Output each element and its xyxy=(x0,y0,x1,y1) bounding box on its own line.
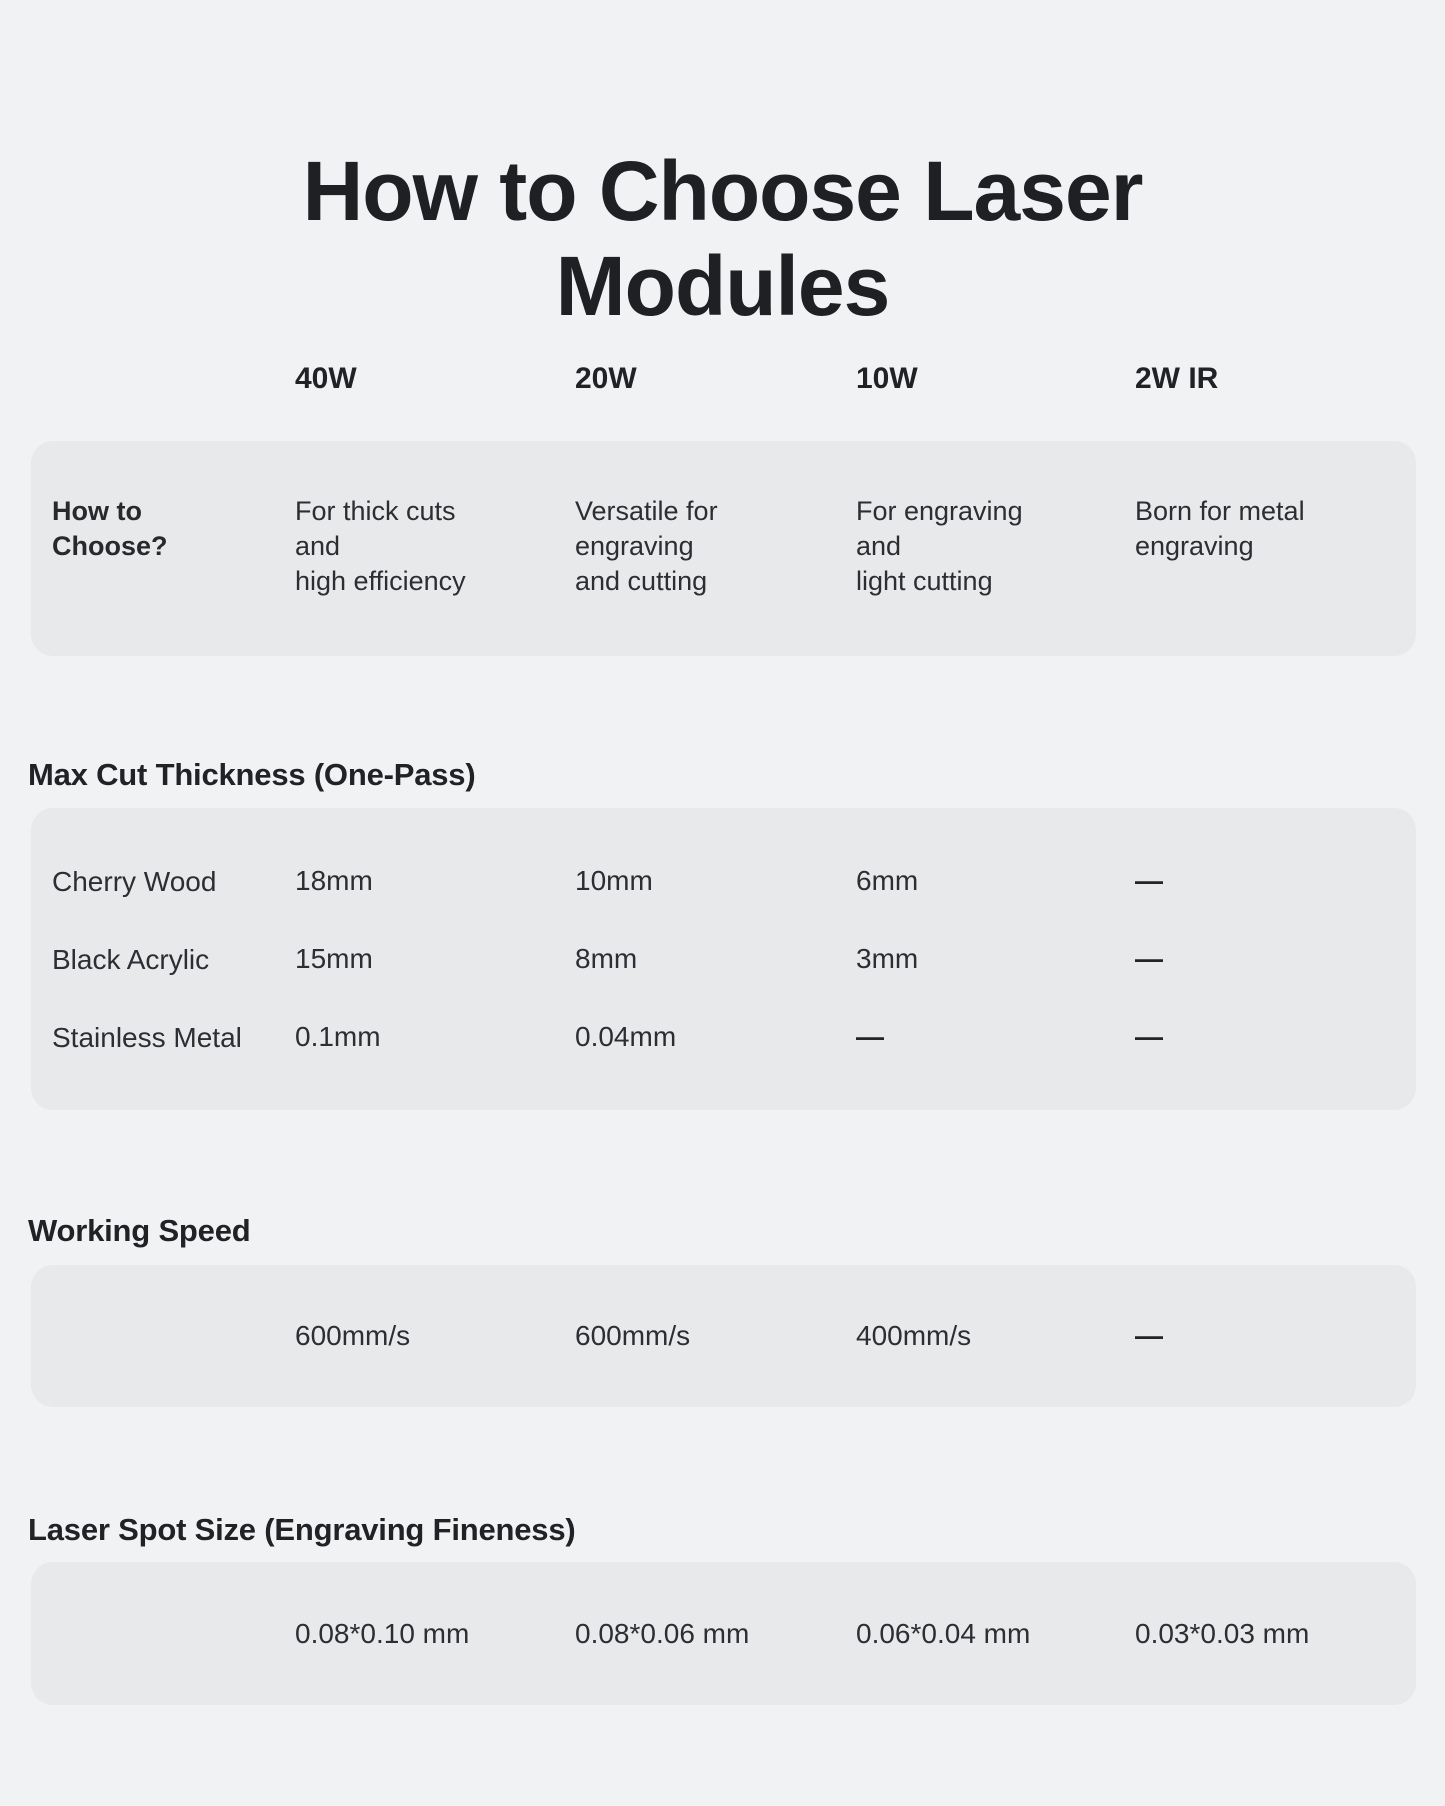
cherry-wood-10w: 6mm xyxy=(856,865,919,896)
column-header-row xyxy=(31,360,1416,398)
row-label-cherry-wood: Cherry Wood xyxy=(52,865,217,897)
how-to-choose-row xyxy=(31,441,1416,599)
cherry-wood-40w: 18mm xyxy=(295,865,373,896)
black-acrylic-10w: 3mm xyxy=(856,943,919,974)
column-header-40w: 40W xyxy=(295,362,357,395)
how-to-choose-label: How to Choose? xyxy=(52,496,168,561)
table-row-cherry-wood xyxy=(31,842,1416,920)
stainless-metal-20w: 0.04mm xyxy=(575,1021,677,1052)
section-heading-working-speed: Working Speed xyxy=(28,1212,251,1248)
how-to-choose-cell-10w: For engraving and light cutting xyxy=(856,496,1023,596)
table-row-stainless-metal xyxy=(31,998,1416,1076)
working-speed-10w: 400mm/s xyxy=(856,1320,972,1351)
table-row-working-speed xyxy=(31,1265,1416,1407)
row-label-black-acrylic: Black Acrylic xyxy=(52,943,210,975)
working-speed-40w: 600mm/s xyxy=(295,1320,411,1351)
how-to-choose-cell-2w-ir: Born for metal engraving xyxy=(1135,496,1305,561)
cherry-wood-20w: 10mm xyxy=(575,865,653,896)
row-label-stainless-metal: Stainless Metal xyxy=(52,1021,242,1053)
how-to-choose-cell-20w: Versatile for engraving and cutting xyxy=(575,496,718,596)
column-header-20w: 20W xyxy=(575,362,637,395)
laser-spot-20w: 0.08*0.06 mm xyxy=(575,1617,750,1649)
column-header-2w-ir: 2W IR xyxy=(1135,362,1219,395)
laser-spot-2w-ir: 0.03*0.03 mm xyxy=(1135,1617,1310,1649)
working-speed-2w-ir: — xyxy=(1135,1320,1163,1351)
stainless-metal-40w: 0.1mm xyxy=(295,1021,381,1052)
how-to-choose-band xyxy=(31,441,1416,656)
stainless-metal-10w: — xyxy=(856,1021,884,1052)
laser-spot-band xyxy=(31,1562,1416,1705)
black-acrylic-20w: 8mm xyxy=(575,943,638,974)
black-acrylic-2w-ir: — xyxy=(1135,943,1163,974)
table-row-laser-spot xyxy=(31,1562,1416,1705)
section-heading-max-cut: Max Cut Thickness (One-Pass) xyxy=(28,756,476,792)
section-heading-laser-spot: Laser Spot Size (Engraving Fineness) xyxy=(28,1511,576,1547)
max-cut-band xyxy=(31,808,1416,1110)
cherry-wood-2w-ir: — xyxy=(1135,865,1163,896)
working-speed-20w: 600mm/s xyxy=(575,1320,691,1351)
column-header-10w: 10W xyxy=(856,362,918,395)
how-to-choose-cell-40w: For thick cuts and high efficiency xyxy=(295,496,466,596)
table-row-black-acrylic xyxy=(31,920,1416,998)
laser-spot-10w: 0.06*0.04 mm xyxy=(856,1617,1031,1649)
laser-spot-40w: 0.08*0.10 mm xyxy=(295,1617,470,1649)
black-acrylic-40w: 15mm xyxy=(295,943,373,974)
stainless-metal-2w-ir: — xyxy=(1135,1021,1163,1052)
page-title: How to Choose Laser Modules xyxy=(302,144,1143,334)
working-speed-band xyxy=(31,1265,1416,1407)
